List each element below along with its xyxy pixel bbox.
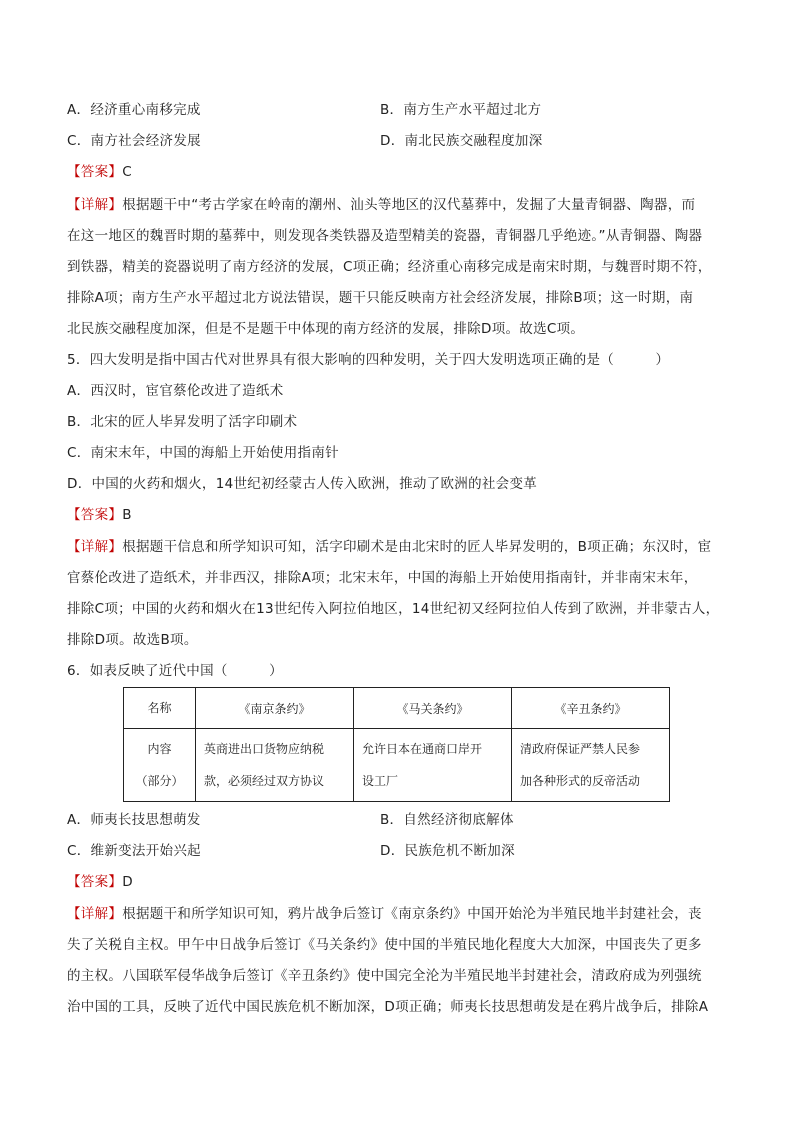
answer-value: B	[122, 507, 132, 523]
cell-line: 英商进出口货物应纳税	[204, 742, 325, 756]
table-header-cell: 《马关条约》	[354, 688, 512, 729]
cell-line: 设工厂	[362, 774, 399, 788]
cell-line: 允许日本在通商口岸开	[362, 742, 483, 756]
q5-option-c: C．南宋末年，中国的海船上开始使用指南针	[67, 445, 339, 461]
q6-detail-line: 治中国的工具，反映了近代中国民族危机不断加深，D项正确；师夷长技思想萌发是在鸦片战争后，排除A	[67, 999, 709, 1015]
table-header-cell: 《南京条约》	[196, 688, 354, 729]
detail-label: 【详解】	[67, 539, 123, 555]
q5-answer	[67, 505, 132, 525]
answer-label: 【答案】	[67, 507, 123, 523]
q5-option-a: A．西汉时，宦官蔡伦改进了造纸术	[67, 383, 284, 399]
table-cell	[196, 729, 354, 802]
q4-option-d: D．南北民族交融程度加深	[380, 133, 543, 149]
q6-detail-line: 的主权。八国联军侵华战争后签订《辛丑条约》使中国完全沦为半殖民地半封建社会，清政府成为列强统	[67, 968, 702, 984]
q4-option-a: A．经济重心南移完成	[67, 102, 201, 118]
q6-detail-line	[67, 904, 702, 924]
table-cell	[512, 729, 670, 802]
treaty-table	[123, 687, 670, 802]
q4-detail-line: 到铁器，精美的瓷器说明了南方经济的发展，C项正确；经济重心南移完成是南宋时期，与魏晋时期不符，	[67, 259, 712, 275]
detail-label: 【详解】	[67, 197, 123, 213]
q4-detail-line: 北民族交融程度加深，但是不是题干中体现的南方经济的发展，排除D项。故选C项。	[67, 321, 585, 337]
cell-line: 加各种形式的反帝活动	[520, 774, 641, 788]
detail-text: 根据题干中“考古学家在岭南的潮州、汕头等地区的汉代墓葬中，发掘了大量青铜器、陶器，而	[122, 197, 696, 213]
q5-stem: 5．四大发明是指中国古代对世界具有很大影响的四种发明，关于四大发明选项正确的是（ ）	[67, 352, 670, 368]
q5-detail-line	[67, 537, 711, 557]
q6-answer	[67, 872, 133, 892]
q4-option-b: B．南方生产水平超过北方	[380, 102, 542, 118]
q6-option-a: A．师夷长技思想萌发	[67, 812, 201, 828]
q5-detail-line: 排除D项。故选B项。	[67, 632, 198, 648]
detail-text: 根据题干和所学知识可知，鸦片战争后签订《南京条约》中国开始沦为半殖民地半封建社会，丧	[122, 906, 702, 922]
q6-option-b: B．自然经济彻底解体	[380, 812, 514, 828]
q5-option-d: D．中国的火药和烟火，14世纪初经蒙古人传入欧洲，推动了欧洲的社会变革	[67, 476, 538, 492]
q4-detail-line: 在这一地区的魏晋时期的墓葬中，则发现各类铁器及造型精美的瓷器，青铜器几乎绝迹。”从青铜器、陶器	[67, 228, 703, 244]
q4-detail-line	[67, 195, 695, 215]
q4-answer	[67, 162, 132, 182]
detail-label: 【详解】	[67, 906, 123, 922]
q6-detail-line: 失了关税自主权。甲午中日战争后签订《马关条约》使中国的半殖民地化程度大大加深，中国丧失了更多	[67, 937, 702, 953]
answer-label: 【答案】	[67, 874, 123, 890]
table-header-cell: 名称	[124, 688, 196, 729]
row-label-line: 内容	[147, 742, 172, 756]
table-row-label	[124, 729, 196, 802]
q4-option-c: C．南方社会经济发展	[67, 133, 201, 149]
table-header-row	[124, 688, 670, 729]
q6-option-d: D．民族危机不断加深	[380, 843, 515, 859]
q5-option-b: B．北宋的匠人毕昇发明了活字印刷术	[67, 414, 298, 430]
detail-text: 根据题干信息和所学知识可知，活字印刷术是由北宋时的匠人毕昇发明的，B项正确；东汉时，宦	[122, 539, 712, 555]
table-header-cell: 《辛丑条约》	[512, 688, 670, 729]
table-row	[124, 729, 670, 802]
table-cell	[354, 729, 512, 802]
q4-detail-line: 排除A项；南方生产水平超过北方说法错误，题干只能反映南方社会经济发展，排除B项；这一时期，南	[67, 290, 694, 306]
row-label-line: （部分）	[135, 774, 184, 788]
q5-detail-line: 官蔡伦改进了造纸术，并非西汉，排除A项；北宋末年，中国的海船上开始使用指南针，并非南宋末年，	[67, 570, 698, 586]
cell-line: 款，必须经过双方协议	[204, 774, 325, 788]
q6-stem: 6．如表反映了近代中国（ ）	[67, 663, 283, 679]
q5-detail-line: 排除C项；中国的火药和烟火在13世纪传入阿拉伯地区，14世纪初又经阿拉伯人传到了欧洲，并非蒙古人，	[67, 601, 720, 617]
q6-option-c: C．维新变法开始兴起	[67, 843, 201, 859]
cell-line: 清政府保证严禁人民参	[520, 742, 641, 756]
answer-label: 【答案】	[67, 164, 123, 180]
answer-value: C	[122, 164, 132, 180]
answer-value: D	[122, 874, 133, 890]
